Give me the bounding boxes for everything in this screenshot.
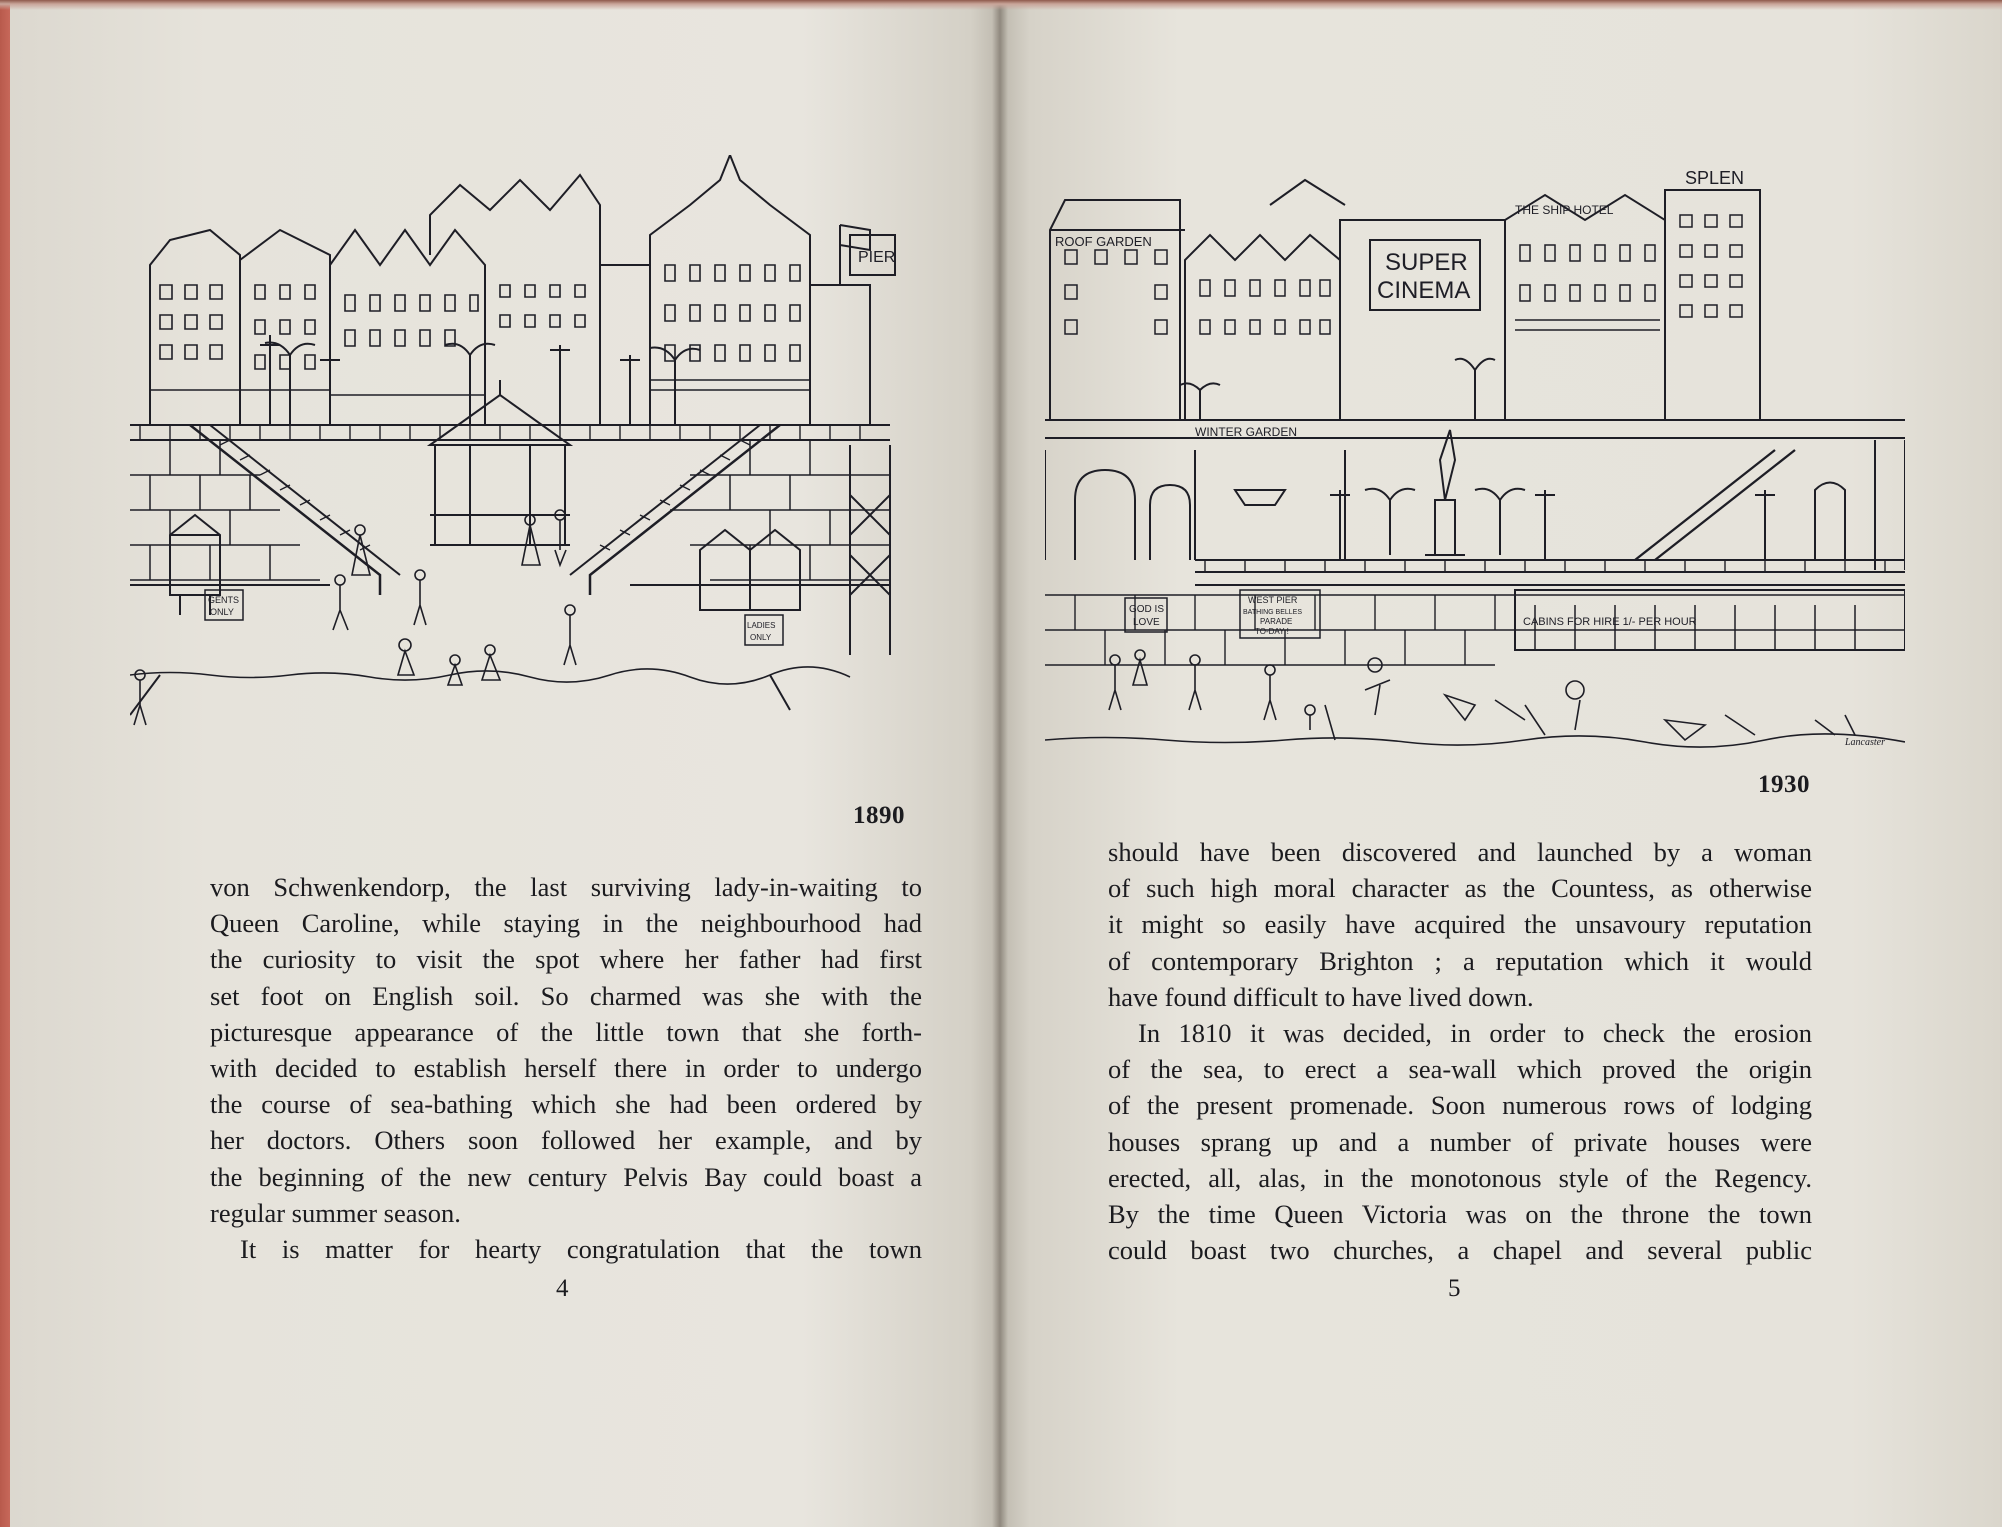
left-line-8: her doctors. Others soon followed her example, and by bbox=[210, 1125, 922, 1156]
right-page-body-text bbox=[1108, 834, 1812, 1268]
right-line-12: could boast two churches, a chapel and several public bbox=[1108, 1235, 1812, 1266]
right-line-1: should have been discovered and launched by a woman bbox=[1108, 837, 1812, 867]
left-line-3: the curiosity to visit the spot where her father had first bbox=[210, 944, 922, 975]
left-line-5: picturesque appearance of the little town that she forth- bbox=[210, 1016, 922, 1047]
right-line-11: By the time Queen Victoria was on the throne the town bbox=[1108, 1199, 1812, 1230]
left-line-7: the course of sea-bathing which she had been ordered by bbox=[210, 1089, 922, 1120]
super-cinema-sign-line-2: CINEMA bbox=[1377, 277, 1471, 304]
gents-sign-line-1: GENTS bbox=[208, 595, 240, 605]
year-caption-1930: 1930 bbox=[1758, 771, 1810, 798]
artist-signature: Lancaster bbox=[1845, 737, 1885, 748]
left-line-2: Queen Caroline, while staying in the neighbourhood had bbox=[210, 908, 922, 939]
west-pier-sign-line-3: PARADE bbox=[1260, 617, 1293, 626]
left-line-1: von Schwenkendorp, the last surviving lady-in-waiting to bbox=[210, 872, 922, 902]
west-pier-sign-line-4: TO-DAY ! bbox=[1255, 627, 1289, 636]
cabins-for-hire-sign: CABINS FOR HIRE 1/- PER HOUR bbox=[1523, 616, 1697, 628]
west-pier-sign-line-2: BATHING BELLES bbox=[1243, 609, 1303, 616]
left-line-11: It is matter for hearty congratulation that the town bbox=[240, 1234, 922, 1265]
right-line-9: houses sprang up and a number of private houses were bbox=[1108, 1126, 1812, 1157]
left-line-6: with decided to establish herself there in order to undergo bbox=[210, 1053, 922, 1084]
roof-garden-sign: ROOF GARDEN bbox=[1055, 234, 1152, 249]
left-page bbox=[10, 0, 1000, 1527]
right-line-5: have found difficult to have lived down. bbox=[1108, 981, 1534, 1012]
right-line-3: it might so easily have acquired the unsavoury reputation bbox=[1108, 909, 1812, 940]
year-caption-1890: 1890 bbox=[853, 802, 905, 829]
right-line-4: of contemporary Brighton ; a reputation which it would bbox=[1108, 945, 1812, 976]
illustration-1890 bbox=[130, 155, 990, 780]
left-page-body-text bbox=[210, 869, 922, 1267]
left-line-10: regular summer season. bbox=[210, 1197, 461, 1228]
ladies-sign-line-1: LADIES bbox=[747, 621, 776, 630]
winter-garden-sign: WINTER GARDEN bbox=[1195, 425, 1297, 439]
ship-hotel-sign: THE SHIP HOTEL bbox=[1515, 203, 1614, 217]
ladies-sign-line-2: ONLY bbox=[750, 633, 772, 642]
right-line-6: In 1810 it was decided, in order to check the erosion bbox=[1138, 1018, 1812, 1049]
book-gutter bbox=[992, 0, 1008, 1527]
right-line-8: of the present promenade. Soon numerous rows of lodging bbox=[1108, 1090, 1812, 1121]
god-is-love-sign-line-1: GOD IS bbox=[1129, 604, 1165, 615]
right-line-10: erected, all, alas, in the monotonous style of the Regency. bbox=[1108, 1162, 1812, 1193]
page-number-right: 5 bbox=[1448, 1275, 1461, 1302]
cover-top-edge bbox=[0, 0, 2002, 10]
god-is-love-sign-line-2: LOVE bbox=[1133, 617, 1160, 628]
pier-sign: PIER bbox=[858, 249, 896, 266]
west-pier-sign-line-1: WEST PIER bbox=[1248, 595, 1298, 605]
right-line-2: of such high moral character as the Countess, as otherwise bbox=[1108, 873, 1812, 904]
super-cinema-sign-line-1: SUPER bbox=[1385, 249, 1468, 276]
left-line-9: the beginning of the new century Pelvis Bay could boast a bbox=[210, 1161, 922, 1192]
splen-sign: SPLEN bbox=[1685, 168, 1745, 188]
gents-sign-line-2: ONLY bbox=[210, 607, 234, 617]
right-page bbox=[1000, 0, 2000, 1527]
right-line-7: of the sea, to erect a sea-wall which proved the origin bbox=[1108, 1054, 1812, 1085]
illustration-1930 bbox=[1045, 160, 1905, 760]
left-line-4: set foot on English soil. So charmed was she with the bbox=[210, 980, 922, 1011]
page-number-left: 4 bbox=[556, 1275, 569, 1302]
